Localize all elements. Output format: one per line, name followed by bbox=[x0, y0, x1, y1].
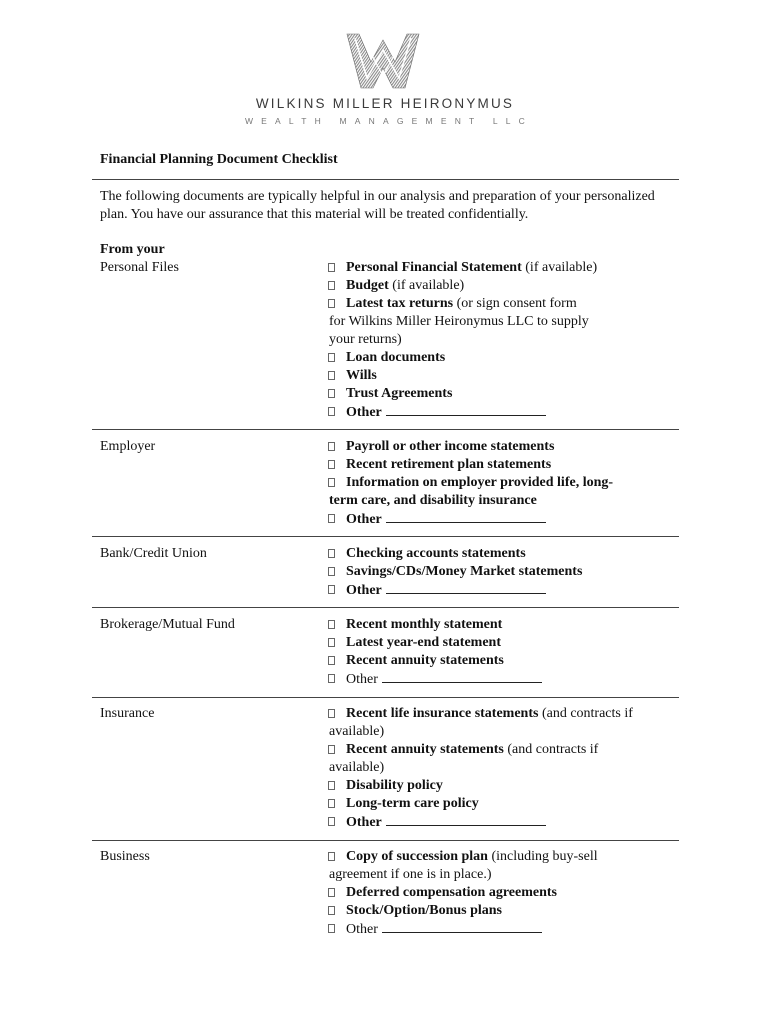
checklist-item bbox=[326, 349, 676, 367]
item-title: Loan documents bbox=[346, 350, 446, 365]
checkbox-icon[interactable] bbox=[328, 924, 335, 933]
checklist-item bbox=[326, 902, 676, 920]
section-label: Employer bbox=[100, 439, 156, 454]
checkbox-icon[interactable] bbox=[328, 817, 335, 826]
section-divider bbox=[92, 840, 679, 841]
item-note: (or sign consent form bbox=[453, 296, 577, 311]
item-note: (and contracts if bbox=[503, 742, 599, 757]
item-title: Deferred compensation agreements bbox=[346, 885, 557, 900]
checklist-item bbox=[326, 705, 676, 723]
checklist-item bbox=[326, 295, 676, 313]
item-title: Recent monthly statement bbox=[346, 617, 503, 632]
checklist-item bbox=[326, 741, 676, 759]
checkbox-icon[interactable] bbox=[328, 353, 335, 362]
item-title: Copy of succession plan bbox=[346, 849, 488, 864]
item-title: Disability policy bbox=[346, 778, 443, 793]
checkbox-icon[interactable] bbox=[328, 549, 335, 558]
checkbox-icon[interactable] bbox=[328, 263, 335, 272]
item-title: Personal Financial Statement bbox=[346, 260, 522, 275]
company-subtitle: WEALTH MANAGEMENT LLC bbox=[244, 116, 534, 126]
checklist-item bbox=[326, 813, 676, 832]
item-note: (and contracts if bbox=[538, 706, 633, 721]
checkbox-icon[interactable] bbox=[328, 371, 335, 380]
item-title: Latest year-end statement bbox=[346, 635, 501, 650]
title-divider bbox=[92, 179, 679, 180]
from-your-heading: From your bbox=[100, 242, 165, 257]
checklist-item bbox=[326, 634, 676, 652]
wmh-monogram-icon bbox=[345, 32, 421, 90]
item-title: Wills bbox=[346, 368, 377, 383]
checkbox-icon[interactable] bbox=[328, 638, 335, 647]
checklist bbox=[326, 545, 676, 600]
checkbox-icon[interactable] bbox=[328, 906, 335, 915]
checkbox-icon[interactable] bbox=[328, 478, 335, 487]
item-title: Recent annuity statements bbox=[346, 742, 504, 757]
fill-in-line[interactable] bbox=[386, 581, 546, 594]
item-title: Other bbox=[346, 922, 378, 937]
item-title: Long-term care policy bbox=[346, 796, 479, 811]
item-continuation: for Wilkins Miller Heironymus LLC to supply bbox=[329, 314, 589, 329]
checkbox-icon[interactable] bbox=[328, 852, 335, 861]
fill-in-line[interactable] bbox=[386, 813, 546, 826]
checklist bbox=[326, 259, 676, 422]
section-divider bbox=[92, 429, 679, 430]
section-label: Insurance bbox=[100, 706, 155, 721]
checkbox-icon[interactable] bbox=[328, 585, 335, 594]
checkbox-icon[interactable] bbox=[328, 567, 335, 576]
checkbox-icon[interactable] bbox=[328, 299, 335, 308]
checkbox-icon[interactable] bbox=[328, 888, 335, 897]
checklist-item bbox=[326, 848, 676, 866]
item-title: Other bbox=[346, 583, 382, 598]
checklist-item bbox=[326, 777, 676, 795]
section-divider bbox=[92, 607, 679, 608]
item-note: (including buy-sell bbox=[487, 849, 598, 864]
item-title: Checking accounts statements bbox=[346, 546, 526, 561]
item-title: Stock/Option/Bonus plans bbox=[346, 903, 503, 918]
checkbox-icon[interactable] bbox=[328, 745, 335, 754]
checklist-item bbox=[326, 616, 676, 634]
item-continuation: available) bbox=[329, 724, 385, 739]
checkbox-icon[interactable] bbox=[328, 799, 335, 808]
checklist-item bbox=[326, 259, 676, 277]
fill-in-line[interactable] bbox=[382, 670, 542, 683]
item-title: Recent annuity statements bbox=[346, 653, 504, 668]
checkbox-icon[interactable] bbox=[328, 389, 335, 398]
checkbox-icon[interactable] bbox=[328, 460, 335, 469]
checklist-item bbox=[326, 456, 676, 474]
item-continuation: available) bbox=[329, 760, 385, 775]
section-label: Personal Files bbox=[100, 260, 179, 275]
item-title: Other bbox=[346, 512, 382, 527]
checklist-item bbox=[326, 510, 676, 529]
checklist-item bbox=[326, 403, 676, 422]
checklist-item bbox=[326, 795, 676, 813]
checklist-item bbox=[326, 277, 676, 295]
checkbox-icon[interactable] bbox=[328, 620, 335, 629]
checklist-item bbox=[326, 670, 676, 689]
item-title: Savings/CDs/Money Market statements bbox=[346, 564, 583, 579]
checklist bbox=[326, 848, 676, 939]
checklist-item bbox=[326, 581, 676, 600]
checklist-item bbox=[326, 474, 676, 492]
checklist bbox=[326, 616, 676, 689]
item-note: (if available) bbox=[388, 278, 465, 293]
checkbox-icon[interactable] bbox=[328, 514, 335, 523]
section-label: Bank/Credit Union bbox=[100, 546, 207, 561]
item-title: Budget bbox=[346, 278, 389, 293]
checkbox-icon[interactable] bbox=[328, 709, 335, 718]
checklist-item bbox=[326, 652, 676, 670]
item-title: Other bbox=[346, 815, 382, 830]
item-note: (if available) bbox=[521, 260, 598, 275]
checklist bbox=[326, 438, 676, 529]
item-continuation: your returns) bbox=[329, 332, 402, 347]
item-continuation: term care, and disability insurance bbox=[329, 493, 537, 508]
item-title: Recent retirement plan statements bbox=[346, 457, 552, 472]
checkbox-icon[interactable] bbox=[328, 407, 335, 416]
fill-in-line[interactable] bbox=[386, 510, 546, 523]
item-continuation: agreement if one is in place.) bbox=[329, 867, 492, 882]
checkbox-icon[interactable] bbox=[328, 656, 335, 665]
page-title: Financial Planning Document Checklist bbox=[100, 152, 338, 167]
item-title: Latest tax returns bbox=[346, 296, 454, 311]
checklist-item bbox=[326, 545, 676, 563]
item-title: Payroll or other income statements bbox=[346, 439, 555, 454]
checklist-item bbox=[326, 563, 676, 581]
company-name: WILKINS MILLER HEIRONYMUS bbox=[255, 96, 515, 111]
section-label: Business bbox=[100, 849, 150, 864]
section-divider bbox=[92, 697, 679, 698]
checklist-item bbox=[326, 438, 676, 456]
item-title: Other bbox=[346, 405, 382, 420]
item-title: Other bbox=[346, 672, 378, 687]
fill-in-line[interactable] bbox=[382, 920, 542, 933]
checkbox-icon[interactable] bbox=[328, 674, 335, 683]
checklist-item bbox=[326, 884, 676, 902]
checklist-item bbox=[326, 367, 676, 385]
checkbox-icon[interactable] bbox=[328, 281, 335, 290]
item-title: Trust Agreements bbox=[346, 386, 453, 401]
section-label: Brokerage/Mutual Fund bbox=[100, 617, 235, 632]
checklist-item bbox=[326, 920, 676, 939]
intro-paragraph: The following documents are typically helpful in our analysis and preparation of your personalized plan. You have our assurance that this material will be treated confidentially. bbox=[100, 189, 655, 222]
item-title: Recent life insurance statements bbox=[346, 706, 539, 721]
checkbox-icon[interactable] bbox=[328, 442, 335, 451]
checklist-item bbox=[326, 385, 676, 403]
checklist bbox=[326, 705, 676, 832]
item-title: Information on employer provided life, long- bbox=[346, 475, 614, 490]
checkbox-icon[interactable] bbox=[328, 781, 335, 790]
section-divider bbox=[92, 536, 679, 537]
fill-in-line[interactable] bbox=[386, 403, 546, 416]
